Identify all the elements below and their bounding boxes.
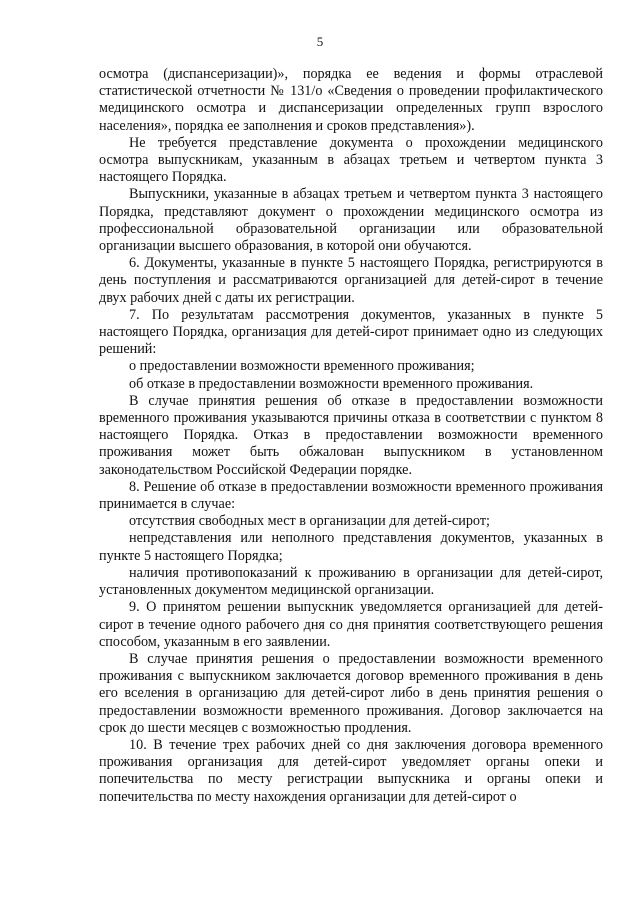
paragraph-decision-refuse: об отказе в предоставлении возможности временного проживания. [129, 375, 534, 392]
paragraph-decision-grant: о предоставлении возможности временного проживания; [129, 358, 475, 375]
paragraph-refusal-reasons: В случае принятия решения об отказе в предоставлении возможности временного проживания указываются причины отказа в соответствии с пунктом 8 настоящего Порядка. Отказ в предоставлении возможности временного проживания может быть обжалован выпускником в установленном законодательством Российской Федерации порядке. [99, 392, 603, 478]
paragraph-item-7: 7. По результатам рассмотрения документов, указанных в пункте 5 настоящего Порядка, организация для детей-сирот принимает одно из следующих решений: [99, 306, 603, 358]
paragraph-continuation: осмотра (диспансеризации)», порядка ее ведения и формы отраслевой статистической отчетности № 131/о «Сведения о проведении профилактического медицинского осмотра и диспансеризации определенных групп взрослого населения», порядка ее заполнения и сроков представления»). [99, 66, 603, 134]
paragraph-missing-documents: непредставления или неполного представления документов, указанных в пункте 5 настоящего Порядка; [99, 530, 603, 564]
paragraph-item-6: 6. Документы, указанные в пункте 5 настоящего Порядка, регистрируются в день поступления и рассматриваются организацией для детей-сирот в течение двух рабочих дней с даты их регистрации. [99, 255, 603, 306]
page-number: 5 [316, 34, 324, 49]
paragraph-contraindications: наличия противопоказаний к проживанию в организации для детей-сирот, установленных документом медицинской организации. [99, 564, 603, 599]
paragraph-medical-exam-exemption: Не требуется представление документа о прохождении медицинского осмотра выпускникам, указанным в абзацах третьем и четвертом пункта 3 настоящего Порядка. [99, 134, 603, 186]
paragraph-item-10: 10. В течение трех рабочих дней со дня заключения договора временного проживания организация для детей-сирот уведомляет органы опеки и попечительства по месту регистрации выпускника и органы опеки и попечительства по месту нахождения организации для детей-сирот о [99, 736, 603, 805]
paragraph-contract: В случае принятия решения о предоставлении возможности временного проживания с выпускником заключается договор временного проживания в день его вселения в организацию для детей-сирот либо в день принятия решения о предоставлении возможности временного проживания. Договор заключается на срок до шести месяцев с возможностью продления. [99, 650, 603, 736]
paragraph-item-8: 8. Решение об отказе в предоставлении возможности временного проживания принимается в случае: [99, 478, 603, 513]
paragraph-no-vacancies: отсутствия свободных мест в организации для детей-сирот; [129, 513, 490, 530]
document-body [99, 66, 603, 806]
paragraph-graduates-document: Выпускники, указанные в абзацах третьем и четвертом пункта 3 настоящего Порядка, представляют документ о прохождении медицинского осмотра из профессиональной образовательной организации или образовательной организации высшего образования, в которой они обучаются. [99, 186, 603, 255]
paragraph-item-9: 9. О принятом решении выпускник уведомляется организацией для детей-сирот в течение одного рабочего дня со дня принятия соответствующего решения способом, указанным в его заявлении. [99, 599, 603, 650]
